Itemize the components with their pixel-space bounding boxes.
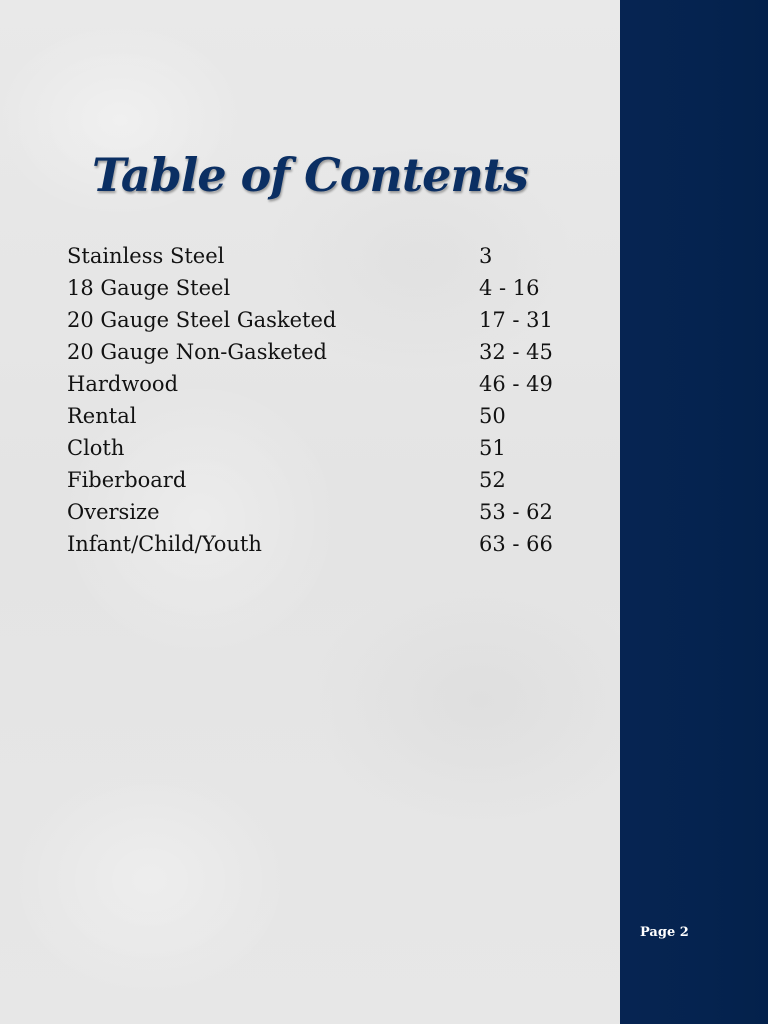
toc-section-label: 20 Gauge Steel Gasketed <box>67 308 337 332</box>
toc-section-label: Rental <box>67 404 137 428</box>
toc-row <box>67 464 587 496</box>
toc-page-range: 46 - 49 <box>479 372 553 396</box>
toc-row <box>67 496 587 528</box>
toc-row <box>67 400 587 432</box>
toc-page-range: 52 <box>479 468 506 492</box>
toc-section-label: 20 Gauge Non-Gasketed <box>67 340 327 364</box>
toc-row <box>67 272 587 304</box>
toc-row <box>67 368 587 400</box>
toc-page-range: 50 <box>479 404 506 428</box>
toc-page-range: 51 <box>479 436 506 460</box>
toc-section-label: Cloth <box>67 436 125 460</box>
toc-page-range: 17 - 31 <box>479 308 553 332</box>
toc-row <box>67 432 587 464</box>
toc-page-range: 3 <box>479 244 493 268</box>
table-of-contents <box>67 240 587 560</box>
toc-row <box>67 304 587 336</box>
toc-section-label: Hardwood <box>67 372 179 396</box>
toc-page-range: 4 - 16 <box>479 276 540 300</box>
toc-page-range: 53 - 62 <box>479 500 553 524</box>
toc-row <box>67 528 587 560</box>
toc-page-range: 63 - 66 <box>479 532 553 556</box>
toc-row <box>67 240 587 272</box>
page-number: Page 2 <box>640 925 689 940</box>
toc-section-label: Oversize <box>67 500 160 524</box>
toc-section-label: Infant/Child/Youth <box>67 532 262 556</box>
toc-row <box>67 336 587 368</box>
toc-section-label: 18 Gauge Steel <box>67 276 231 300</box>
toc-section-label: Fiberboard <box>67 468 187 492</box>
toc-page-range: 32 - 45 <box>479 340 553 364</box>
page-title: Table of Contents <box>92 148 528 202</box>
toc-section-label: Stainless Steel <box>67 244 225 268</box>
sidebar-band <box>620 0 768 1024</box>
